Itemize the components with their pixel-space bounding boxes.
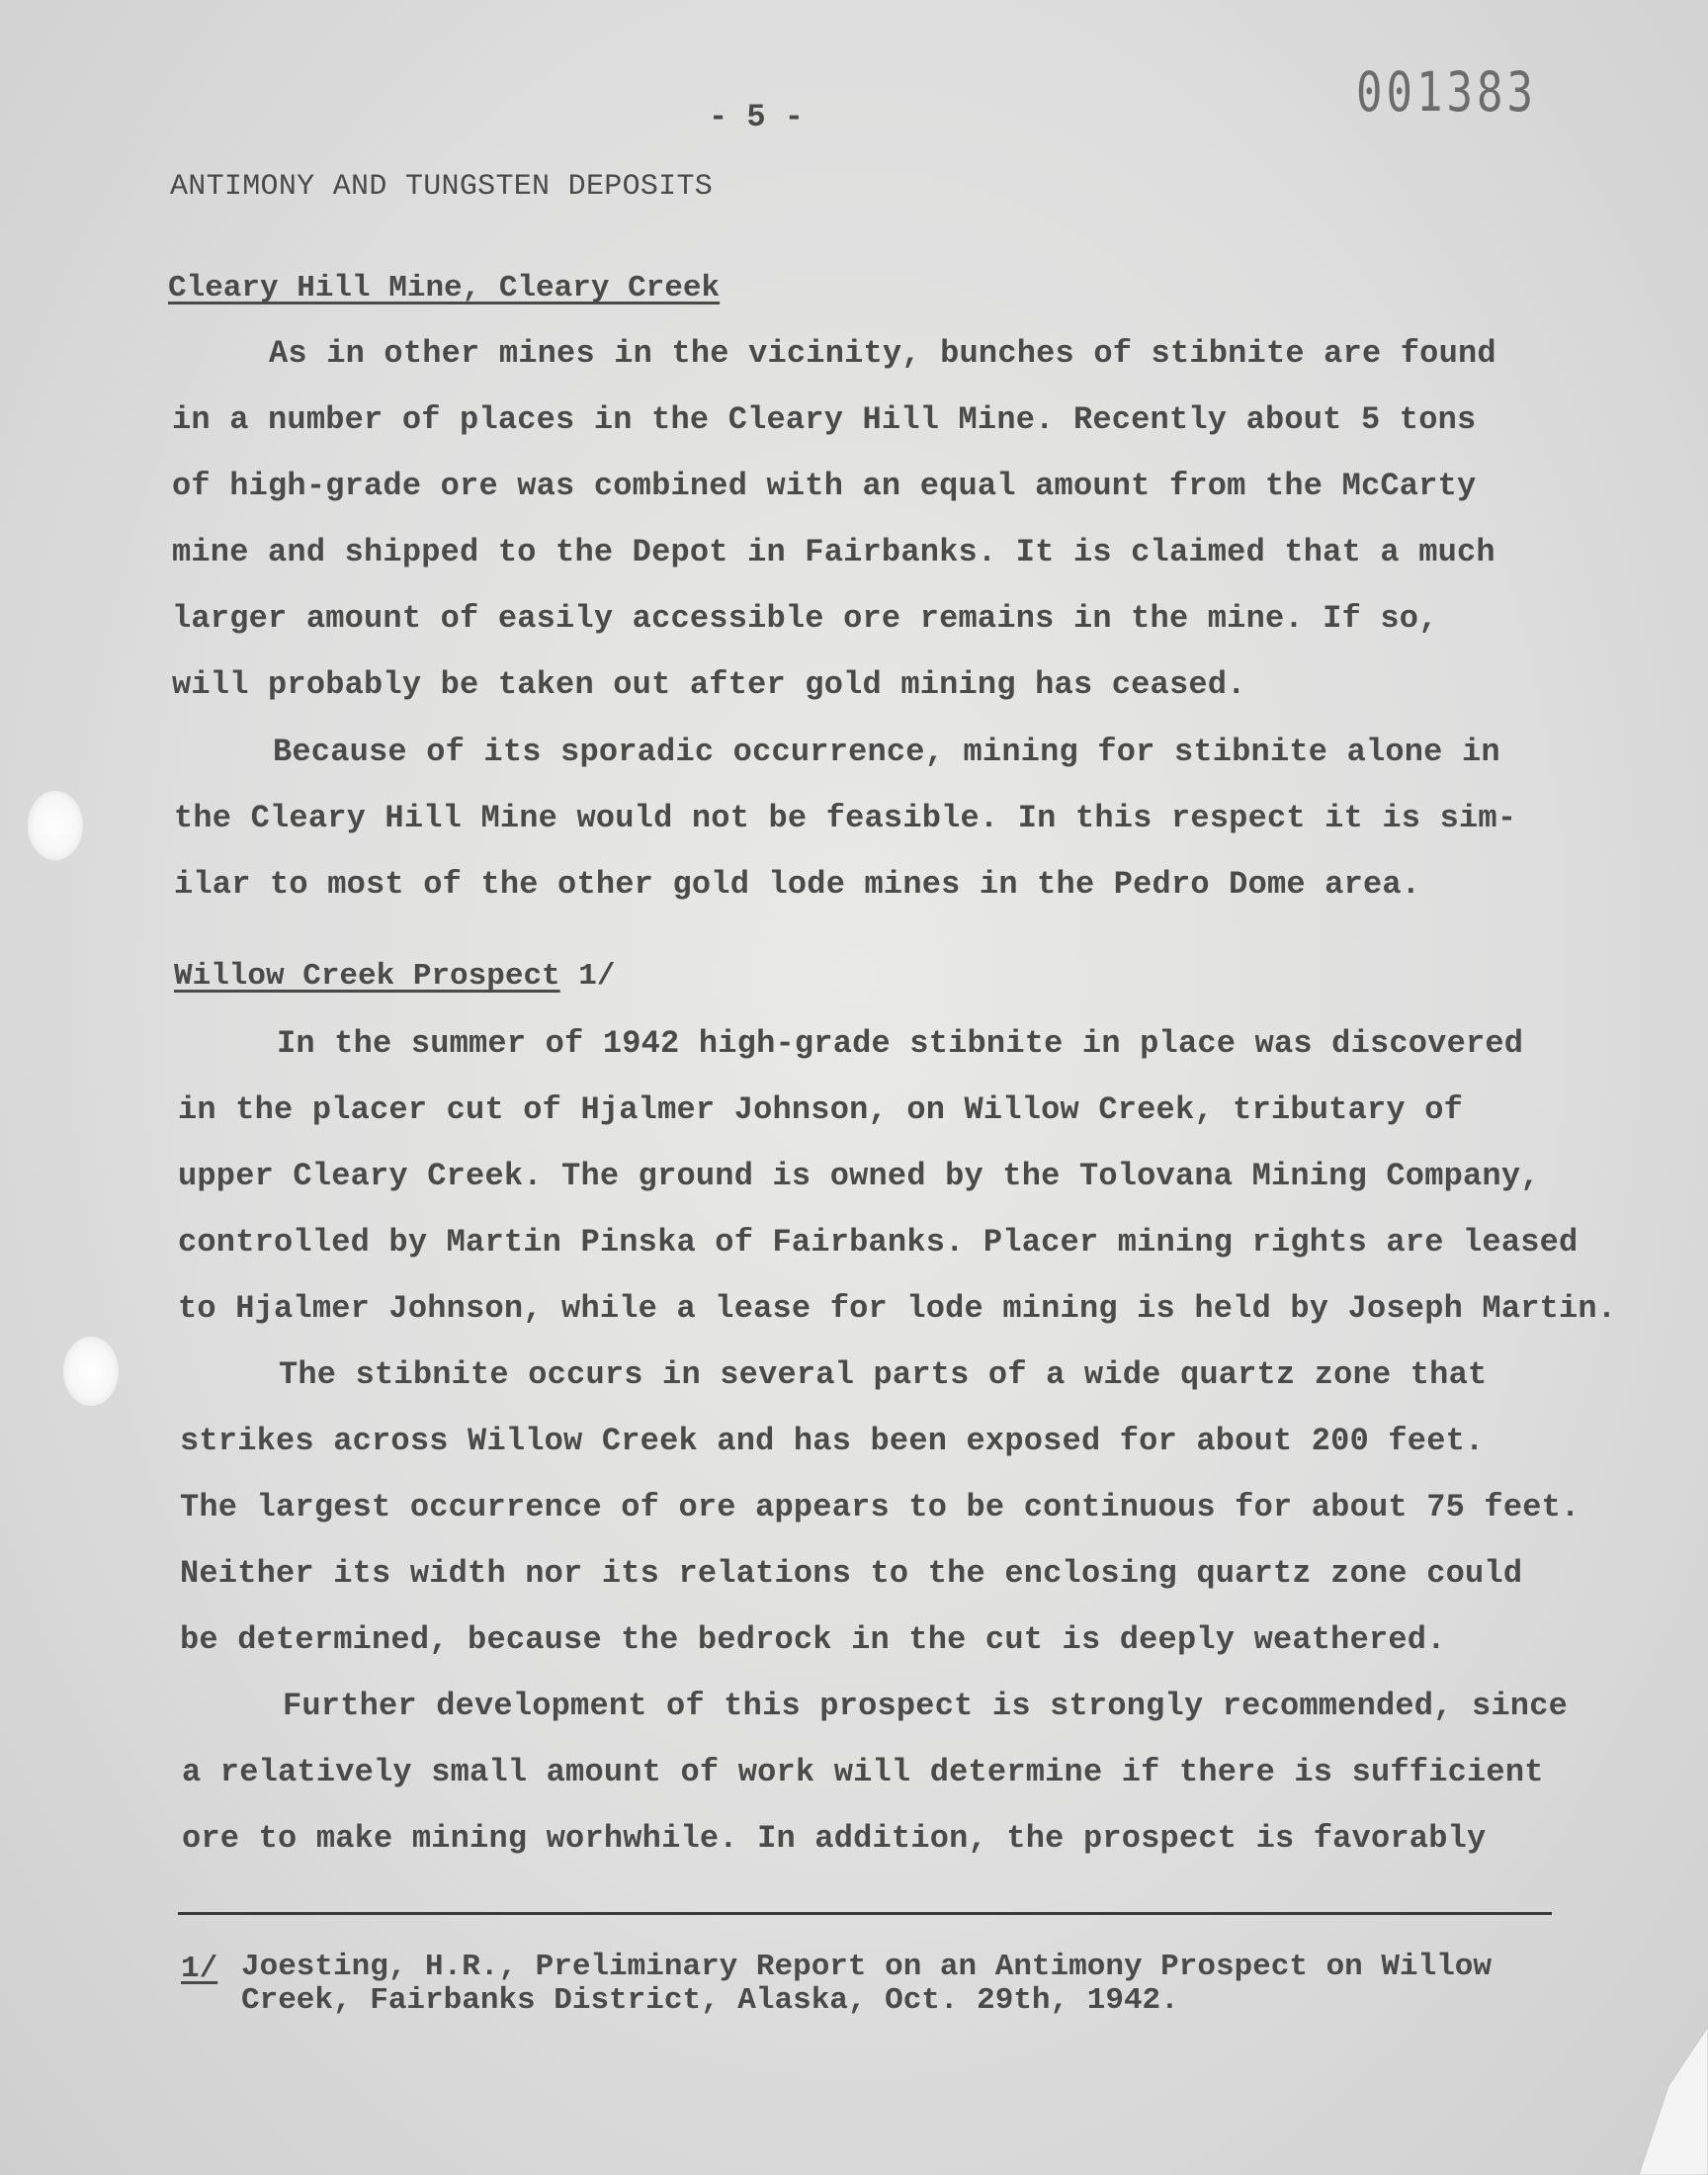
paragraph-line: Neither its width nor its relations to the enclosing quartz zone could (180, 1555, 1523, 1592)
paragraph-line: the Cleary Hill Mine would not be feasible. In this respect it is sim- (174, 800, 1517, 836)
subheading-cleary-hill-mine (168, 271, 720, 305)
subheading-willow-creek-prospect (174, 959, 615, 994)
footnote-line: Joesting, H.R., Preliminary Report on an Antimony Prospect on Willow (241, 1950, 1493, 1984)
footnote-divider (178, 1912, 1552, 1915)
footnote-line: Creek, Fairbanks District, Alaska, Oct. 29th, 1942. (241, 1983, 1179, 2018)
paragraph-line: The stibnite occurs in several parts of a wide quartz zone that (279, 1356, 1488, 1393)
paragraph-line: As in other mines in the vicinity, bunches of stibnite are found (269, 335, 1496, 372)
footnote-marker-text: 1/ (181, 1952, 218, 1986)
section-title: ANTIMONY AND TUNGSTEN DEPOSITS (170, 170, 714, 204)
paragraph-line: ore to make mining worhwhile. In addition, the prospect is favorably (182, 1820, 1487, 1857)
footnote-marker (181, 1952, 217, 1986)
paragraph-line: upper Cleary Creek. The ground is owned by the Tolovana Mining Company, (178, 1158, 1540, 1194)
paragraph-line: The largest occurrence of ore appears to be continuous for about 75 feet. (180, 1489, 1580, 1525)
page-corner-curl (1629, 2027, 1708, 2175)
paragraph-line: controlled by Martin Pinska of Fairbanks. Placer mining rights are leased (178, 1224, 1579, 1261)
paragraph-line: to Hjalmer Johnson, while a lease for lode mining is held by Joseph Martin. (178, 1290, 1617, 1327)
paragraph-line: ilar to most of the other gold lode mines in the Pedro Dome area. (174, 866, 1421, 903)
document-number: 001383 (1356, 61, 1537, 125)
paragraph-line: larger amount of easily accessible ore remains in the mine. If so, (172, 600, 1438, 637)
paragraph-line: of high-grade ore was combined with an equal amount from the McCarty (172, 468, 1477, 504)
paragraph-line: Further development of this prospect is strongly recommended, since (283, 1688, 1569, 1724)
paragraph-line: be determined, because the bedrock in the cut is deeply weathered. (180, 1621, 1446, 1658)
footnote-reference: 1/ (559, 959, 616, 994)
punch-hole (28, 791, 83, 860)
paragraph-line: mine and shipped to the Depot in Fairbanks. It is claimed that a much (172, 534, 1495, 570)
paragraph-line: will probably be taken out after gold mining has ceased. (172, 666, 1246, 703)
subheading-text: Cleary Hill Mine, Cleary Creek (168, 271, 721, 305)
paragraph-line: a relatively small amount of work will determine if there is sufficient (182, 1754, 1544, 1790)
page-number: - 5 - (708, 99, 804, 135)
punch-hole (63, 1337, 119, 1406)
paragraph-line: in a number of places in the Cleary Hill Mine. Recently about 5 tons (172, 401, 1477, 438)
paragraph-line: Because of its sporadic occurrence, mining for stibnite alone in (273, 734, 1500, 770)
subheading-text: Willow Creek Prospect (174, 959, 560, 994)
paragraph-line: in the placer cut of Hjalmer Johnson, on Willow Creek, tributary of (178, 1091, 1464, 1128)
paragraph-line: strikes across Willow Creek and has been exposed for about 200 feet. (180, 1423, 1485, 1459)
paragraph-line: In the summer of 1942 high-grade stibnite in place was discovered (277, 1025, 1524, 1062)
